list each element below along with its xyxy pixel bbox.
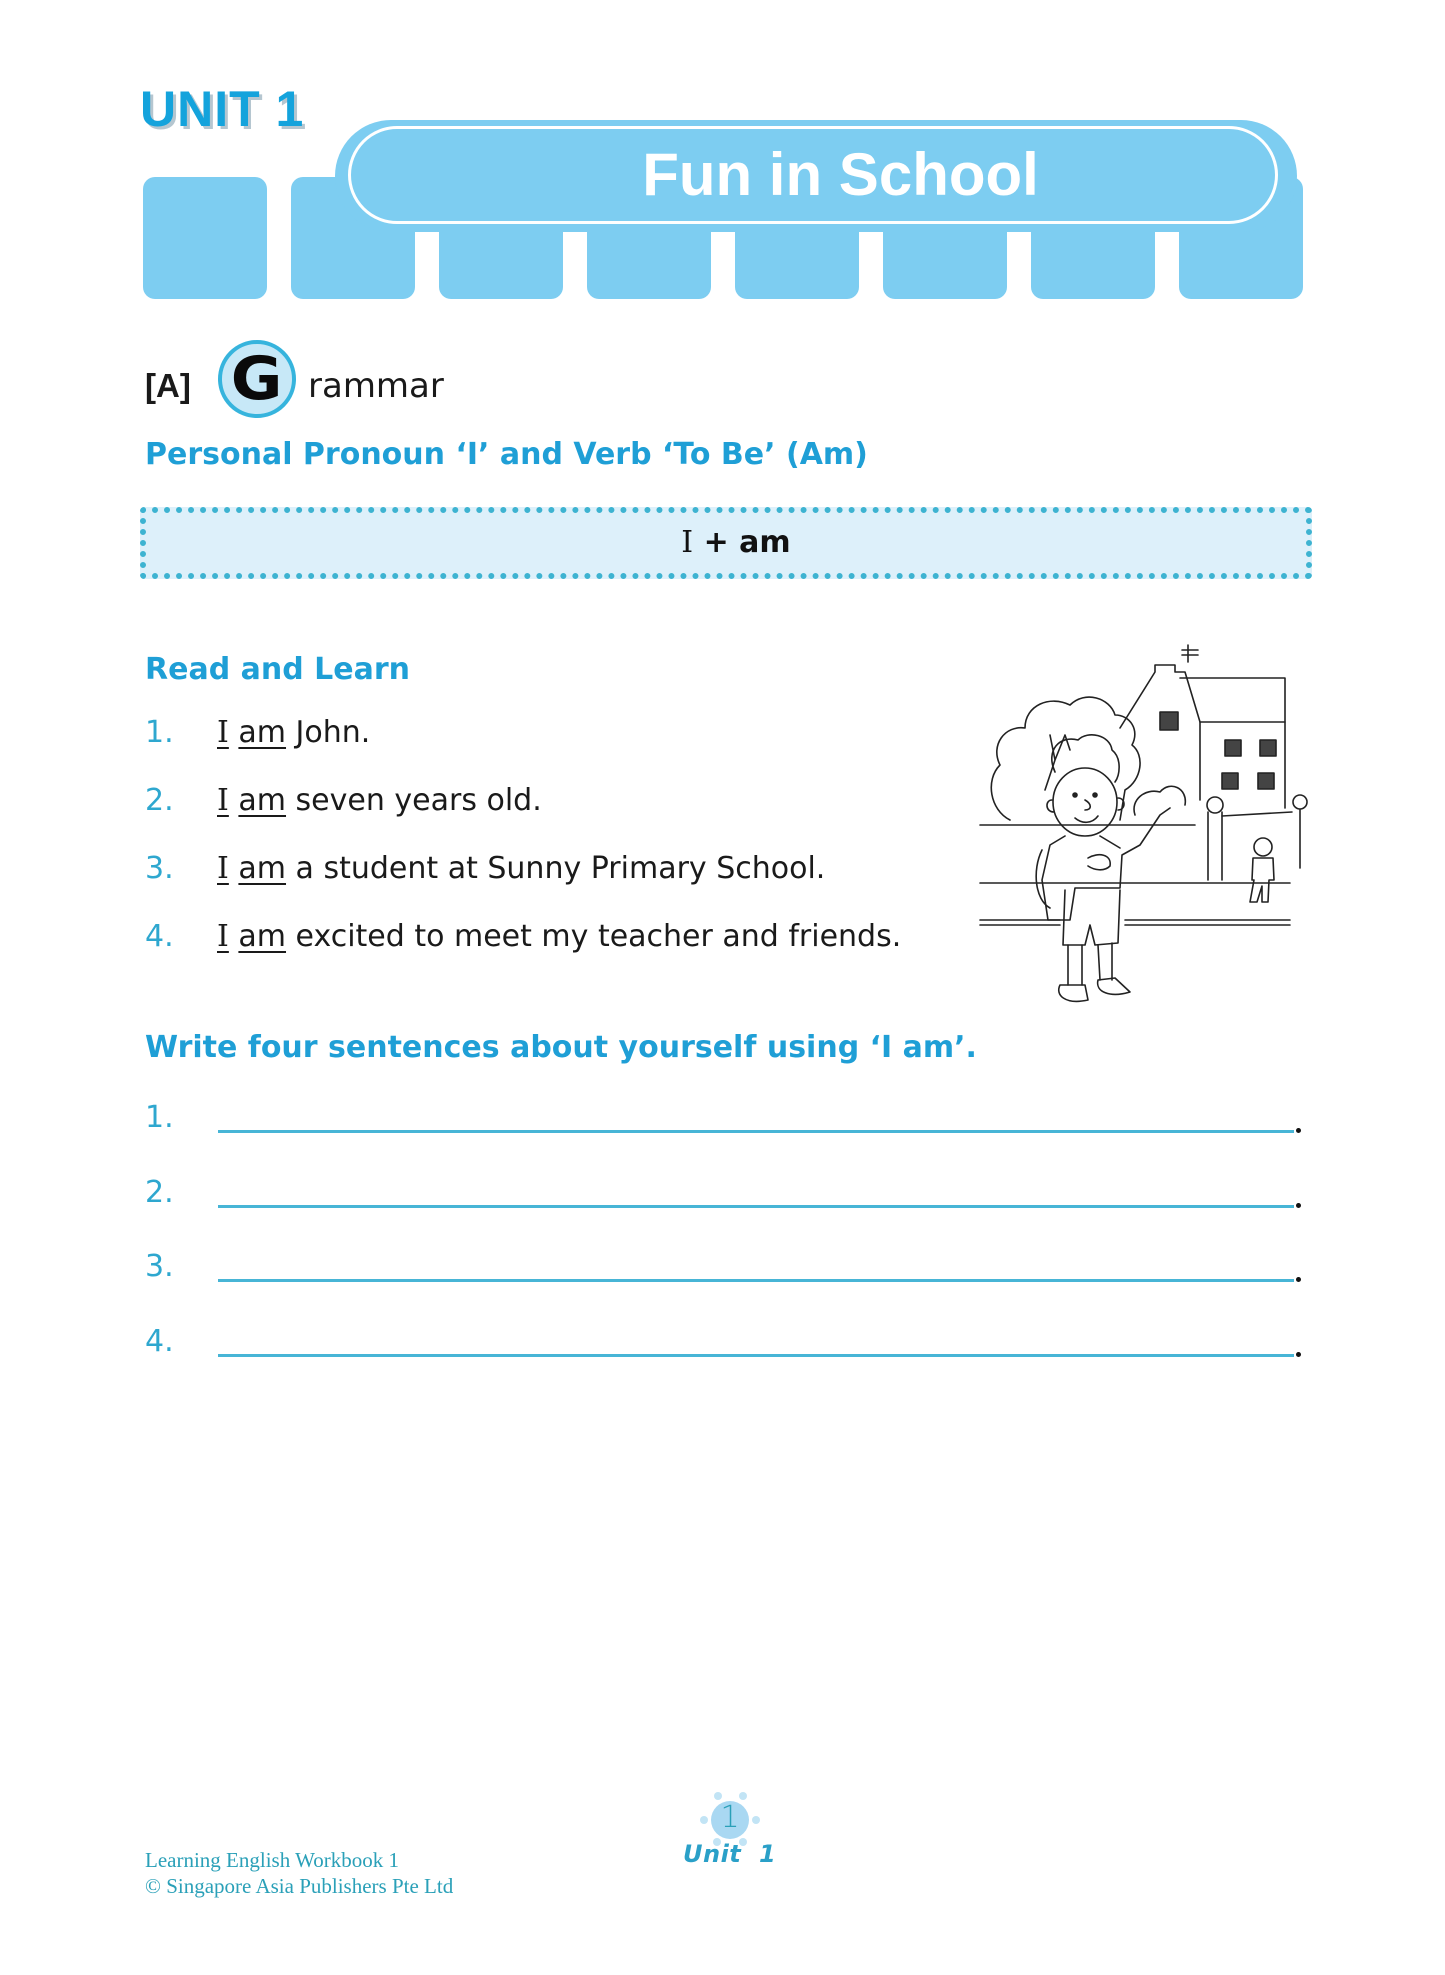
example-sentence (145, 919, 901, 954)
period-dot (1296, 1128, 1301, 1133)
period-dot (1296, 1203, 1301, 1208)
pronoun-underlined: I (217, 783, 229, 818)
answer-line-row (145, 1100, 1305, 1140)
footer-book-title: Learning English Workbook 1 (145, 1848, 399, 1872)
answer-line-number: 4. (145, 1324, 174, 1359)
section-label: [A] (145, 367, 191, 404)
period-dot (1296, 1352, 1301, 1357)
verb-underlined: am (238, 851, 287, 886)
boy-waving-school-illustration (970, 640, 1320, 1020)
sentence-rest: John. (286, 715, 371, 750)
lesson-subtitle: Personal Pronoun ‘I’ and Verb ‘To Be’ (Am) (145, 437, 868, 472)
sentence-rest: a student at Sunny Primary School. (286, 851, 826, 886)
unit-label: UNIT 1 (140, 81, 305, 137)
sentence-rest: excited to meet my teacher and friends. (286, 919, 902, 954)
answer-line-row (145, 1324, 1305, 1364)
answer-line-input[interactable] (218, 1354, 1294, 1357)
item-number: 4. (145, 919, 174, 954)
sentence-rest: seven years old. (286, 783, 542, 818)
answer-line-input[interactable] (218, 1130, 1294, 1133)
item-number: 1. (145, 715, 174, 750)
footer-unit-label: Unit 1 (683, 1840, 777, 1868)
footer-copyright: © Singapore Asia Publishers Pte Ltd (145, 1874, 454, 1898)
example-sentence (145, 851, 825, 886)
read-and-learn-heading: Read and Learn (145, 652, 410, 687)
period-dot (1296, 1277, 1301, 1282)
verb-underlined: am (238, 715, 287, 750)
formula-pronoun: I (681, 525, 694, 560)
exercise-heading: Write four sentences about yourself using ‘I am’. (145, 1030, 977, 1065)
verb-underlined: am (238, 783, 287, 818)
formula-rest: + am (693, 525, 791, 560)
pronoun-underlined: I (217, 715, 229, 750)
page-number: 1 (720, 1800, 740, 1835)
answer-line-row (145, 1175, 1305, 1215)
formula-text (140, 507, 1312, 579)
section-title-rest: rammar (308, 366, 444, 406)
pronoun-underlined: I (217, 919, 229, 954)
answer-line-number: 1. (145, 1100, 174, 1135)
answer-line-input[interactable] (218, 1205, 1294, 1208)
answer-line-number: 3. (145, 1249, 174, 1284)
page-title: Fun in School (642, 141, 1039, 208)
answer-line-input[interactable] (218, 1279, 1294, 1282)
item-number: 2. (145, 783, 174, 818)
example-sentence (145, 715, 370, 750)
answer-line-number: 2. (145, 1175, 174, 1210)
header-tab-decoration (143, 177, 267, 299)
example-sentence (145, 783, 542, 818)
item-number: 3. (145, 851, 174, 886)
grammar-g-badge-icon (218, 340, 296, 418)
answer-line-row (145, 1249, 1305, 1289)
grammar-g-letter: G (231, 344, 283, 414)
pronoun-underlined: I (217, 851, 229, 886)
verb-underlined: am (238, 919, 287, 954)
